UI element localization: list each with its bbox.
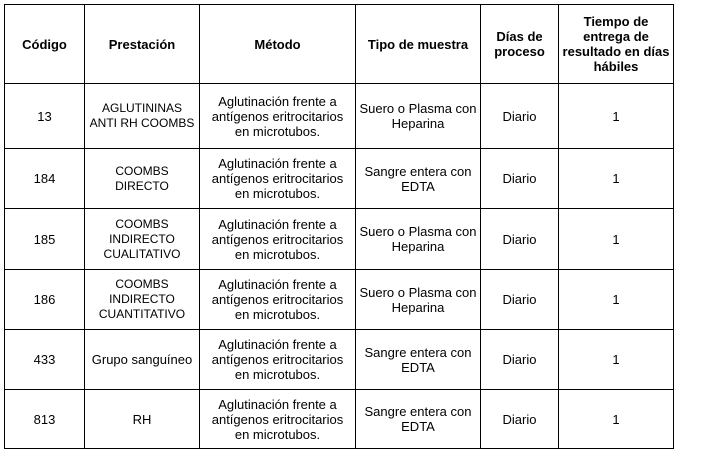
cell-metodo: Aglutinación frente a antígenos eritrocitarios en microtubos. xyxy=(200,330,356,390)
cell-dias-proceso: Diario xyxy=(481,149,559,209)
cell-tipo-muestra: Sangre entera con EDTA xyxy=(356,149,481,209)
cell-tiempo-entrega: 1 xyxy=(559,270,674,330)
cell-metodo: Aglutinación frente a antígenos eritrocitarios en microtubos. xyxy=(200,270,356,330)
cell-dias-proceso: Diario xyxy=(481,84,559,149)
cell-codigo: 186 xyxy=(5,270,85,330)
cell-prestacion: AGLUTININAS ANTI RH COOMBS xyxy=(85,84,200,149)
cell-prestacion: Grupo sanguíneo xyxy=(85,330,200,390)
cell-tipo-muestra: Sangre entera con EDTA xyxy=(356,330,481,390)
cell-codigo: 433 xyxy=(5,330,85,390)
cell-prestacion: COOMBS INDIRECTO CUANTITATIVO xyxy=(85,270,200,330)
header-dias-proceso: Días de proceso xyxy=(481,5,559,84)
cell-prestacion: RH xyxy=(85,390,200,449)
cell-tipo-muestra: Suero o Plasma con Heparina xyxy=(356,209,481,270)
table-row xyxy=(5,84,674,149)
cell-metodo: Aglutinación frente a antígenos eritrocitarios en microtubos. xyxy=(200,209,356,270)
cell-tiempo-entrega: 1 xyxy=(559,390,674,449)
cell-metodo: Aglutinación frente a antígenos eritrocitarios en microtubos. xyxy=(200,84,356,149)
cell-dias-proceso: Diario xyxy=(481,209,559,270)
table-row xyxy=(5,390,674,449)
cell-tiempo-entrega: 1 xyxy=(559,330,674,390)
table-row xyxy=(5,330,674,390)
cell-dias-proceso: Diario xyxy=(481,330,559,390)
prestaciones-table xyxy=(4,4,674,449)
cell-codigo: 185 xyxy=(5,209,85,270)
cell-tipo-muestra: Sangre entera con EDTA xyxy=(356,390,481,449)
cell-metodo: Aglutinación frente a antígenos eritrocitarios en microtubos. xyxy=(200,390,356,449)
header-tiempo-entrega: Tiempo de entrega de resultado en días hábiles xyxy=(559,5,674,84)
header-metodo: Método xyxy=(200,5,356,84)
cell-codigo: 13 xyxy=(5,84,85,149)
table-row xyxy=(5,149,674,209)
header-codigo: Código xyxy=(5,5,85,84)
cell-codigo: 184 xyxy=(5,149,85,209)
table-row xyxy=(5,209,674,270)
table-row xyxy=(5,270,674,330)
cell-codigo: 813 xyxy=(5,390,85,449)
cell-metodo: Aglutinación frente a antígenos eritrocitarios en microtubos. xyxy=(200,149,356,209)
cell-dias-proceso: Diario xyxy=(481,390,559,449)
cell-dias-proceso: Diario xyxy=(481,270,559,330)
header-tipo-muestra: Tipo de muestra xyxy=(356,5,481,84)
cell-tiempo-entrega: 1 xyxy=(559,149,674,209)
header-prestacion: Prestación xyxy=(85,5,200,84)
cell-tiempo-entrega: 1 xyxy=(559,209,674,270)
cell-tiempo-entrega: 1 xyxy=(559,84,674,149)
cell-prestacion: COOMBS DIRECTO xyxy=(85,149,200,209)
cell-tipo-muestra: Suero o Plasma con Heparina xyxy=(356,270,481,330)
cell-prestacion: COOMBS INDIRECTO CUALITATIVO xyxy=(85,209,200,270)
table-header-row xyxy=(5,5,674,84)
cell-tipo-muestra: Suero o Plasma con Heparina xyxy=(356,84,481,149)
